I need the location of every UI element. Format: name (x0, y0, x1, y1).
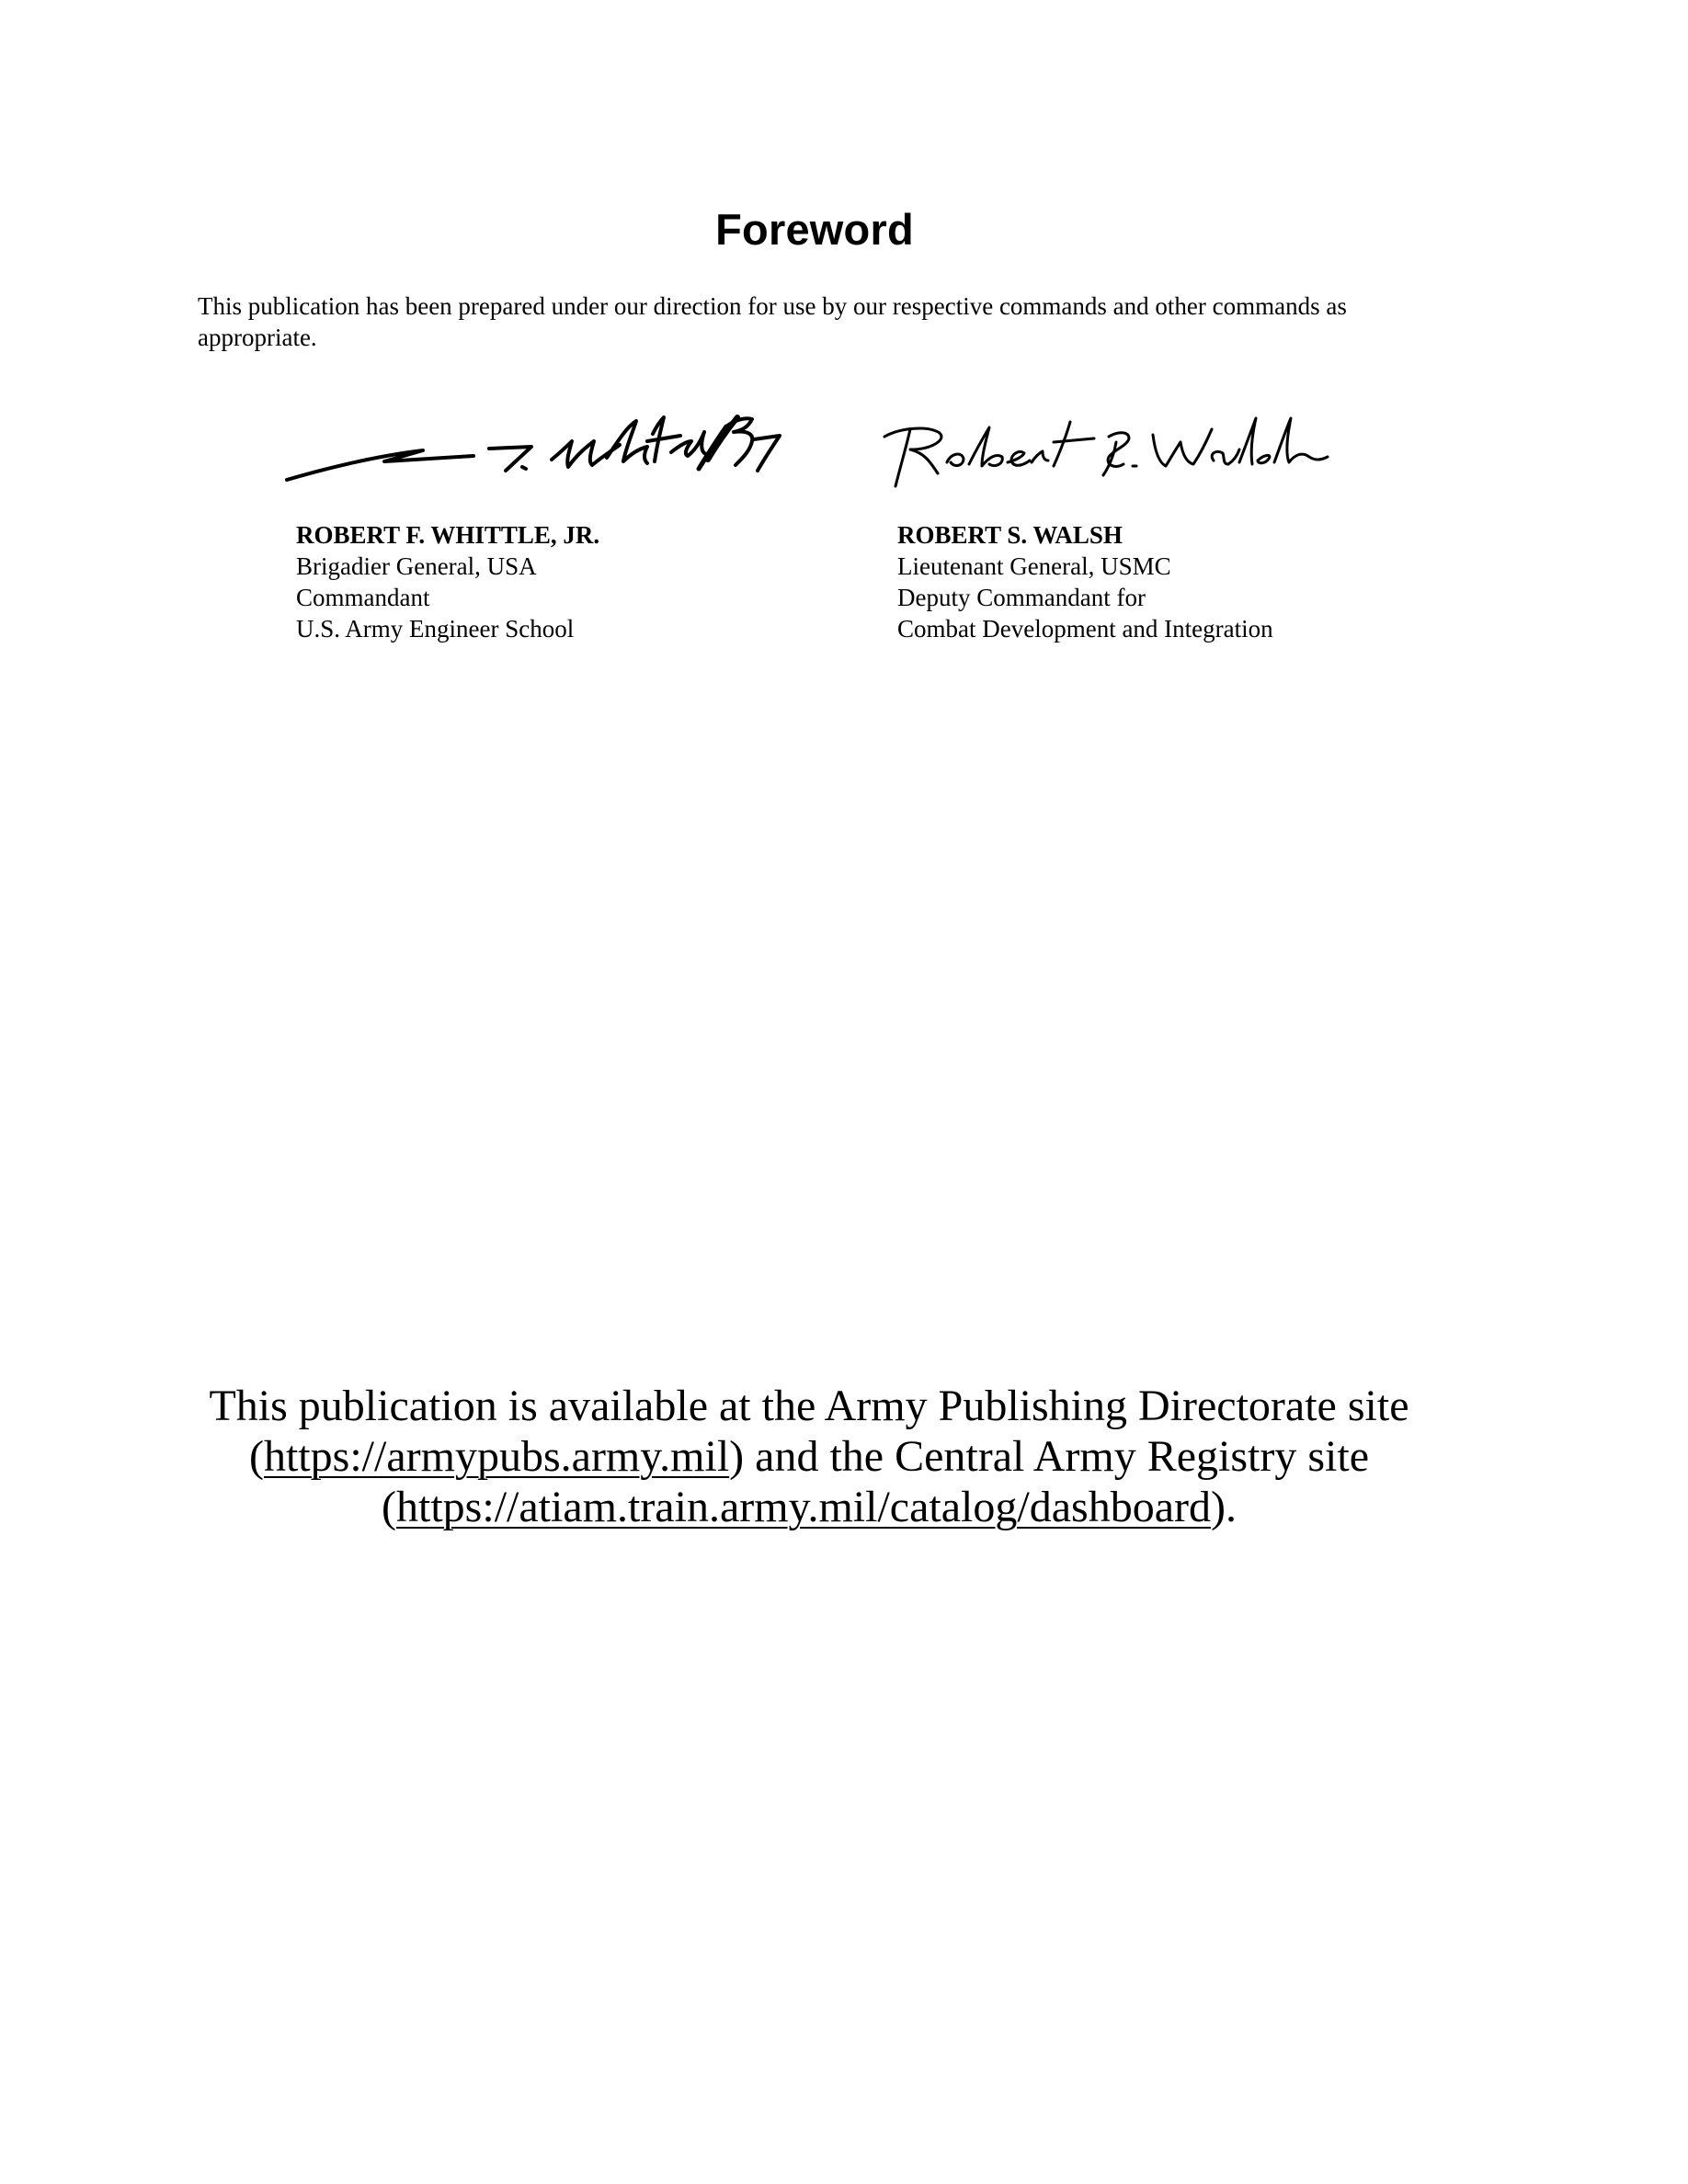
availability-line-1 (129, 1381, 1489, 1431)
signature-walsh (873, 409, 1333, 501)
paren-text: ( (382, 1483, 396, 1531)
availability-notice (129, 1381, 1489, 1532)
signatory-organization: Combat Development and Integration (897, 615, 1273, 643)
central-army-registry-link[interactable]: https://atiam.train.army.mil/catalog/dashboard (396, 1483, 1211, 1531)
intro-paragraph: This publication has been prepared under our direction for use by our respective commands and other commands as appropriate. (198, 292, 1347, 351)
availability-text: ) and the Central Army Registry site (729, 1432, 1370, 1481)
page-title: Foreword (715, 205, 914, 254)
paren-text: ( (248, 1432, 264, 1481)
signatory-rank: Lieutenant General, USMC (897, 552, 1171, 580)
signature-whittle (276, 414, 791, 515)
availability-text: This publication is available at the Army Publishing Directorate site (209, 1382, 1409, 1430)
signatory-organization: U.S. Army Engineer School (296, 615, 575, 643)
signatory-block-left (296, 519, 599, 644)
availability-line-2 (129, 1431, 1489, 1482)
signatory-name: ROBERT S. WALSH (897, 521, 1123, 549)
armypubs-link[interactable]: https://armypubs.army.mil (263, 1432, 730, 1481)
signatory-rank: Brigadier General, USA (296, 552, 537, 580)
availability-line-3 (129, 1482, 1489, 1532)
availability-text: ). (1210, 1483, 1237, 1531)
signatory-block-right (897, 519, 1273, 644)
signatory-title: Commandant (296, 584, 430, 611)
signatory-title: Deputy Commandant for (897, 584, 1146, 611)
signatory-name: ROBERT F. WHITTLE, JR. (296, 521, 600, 549)
